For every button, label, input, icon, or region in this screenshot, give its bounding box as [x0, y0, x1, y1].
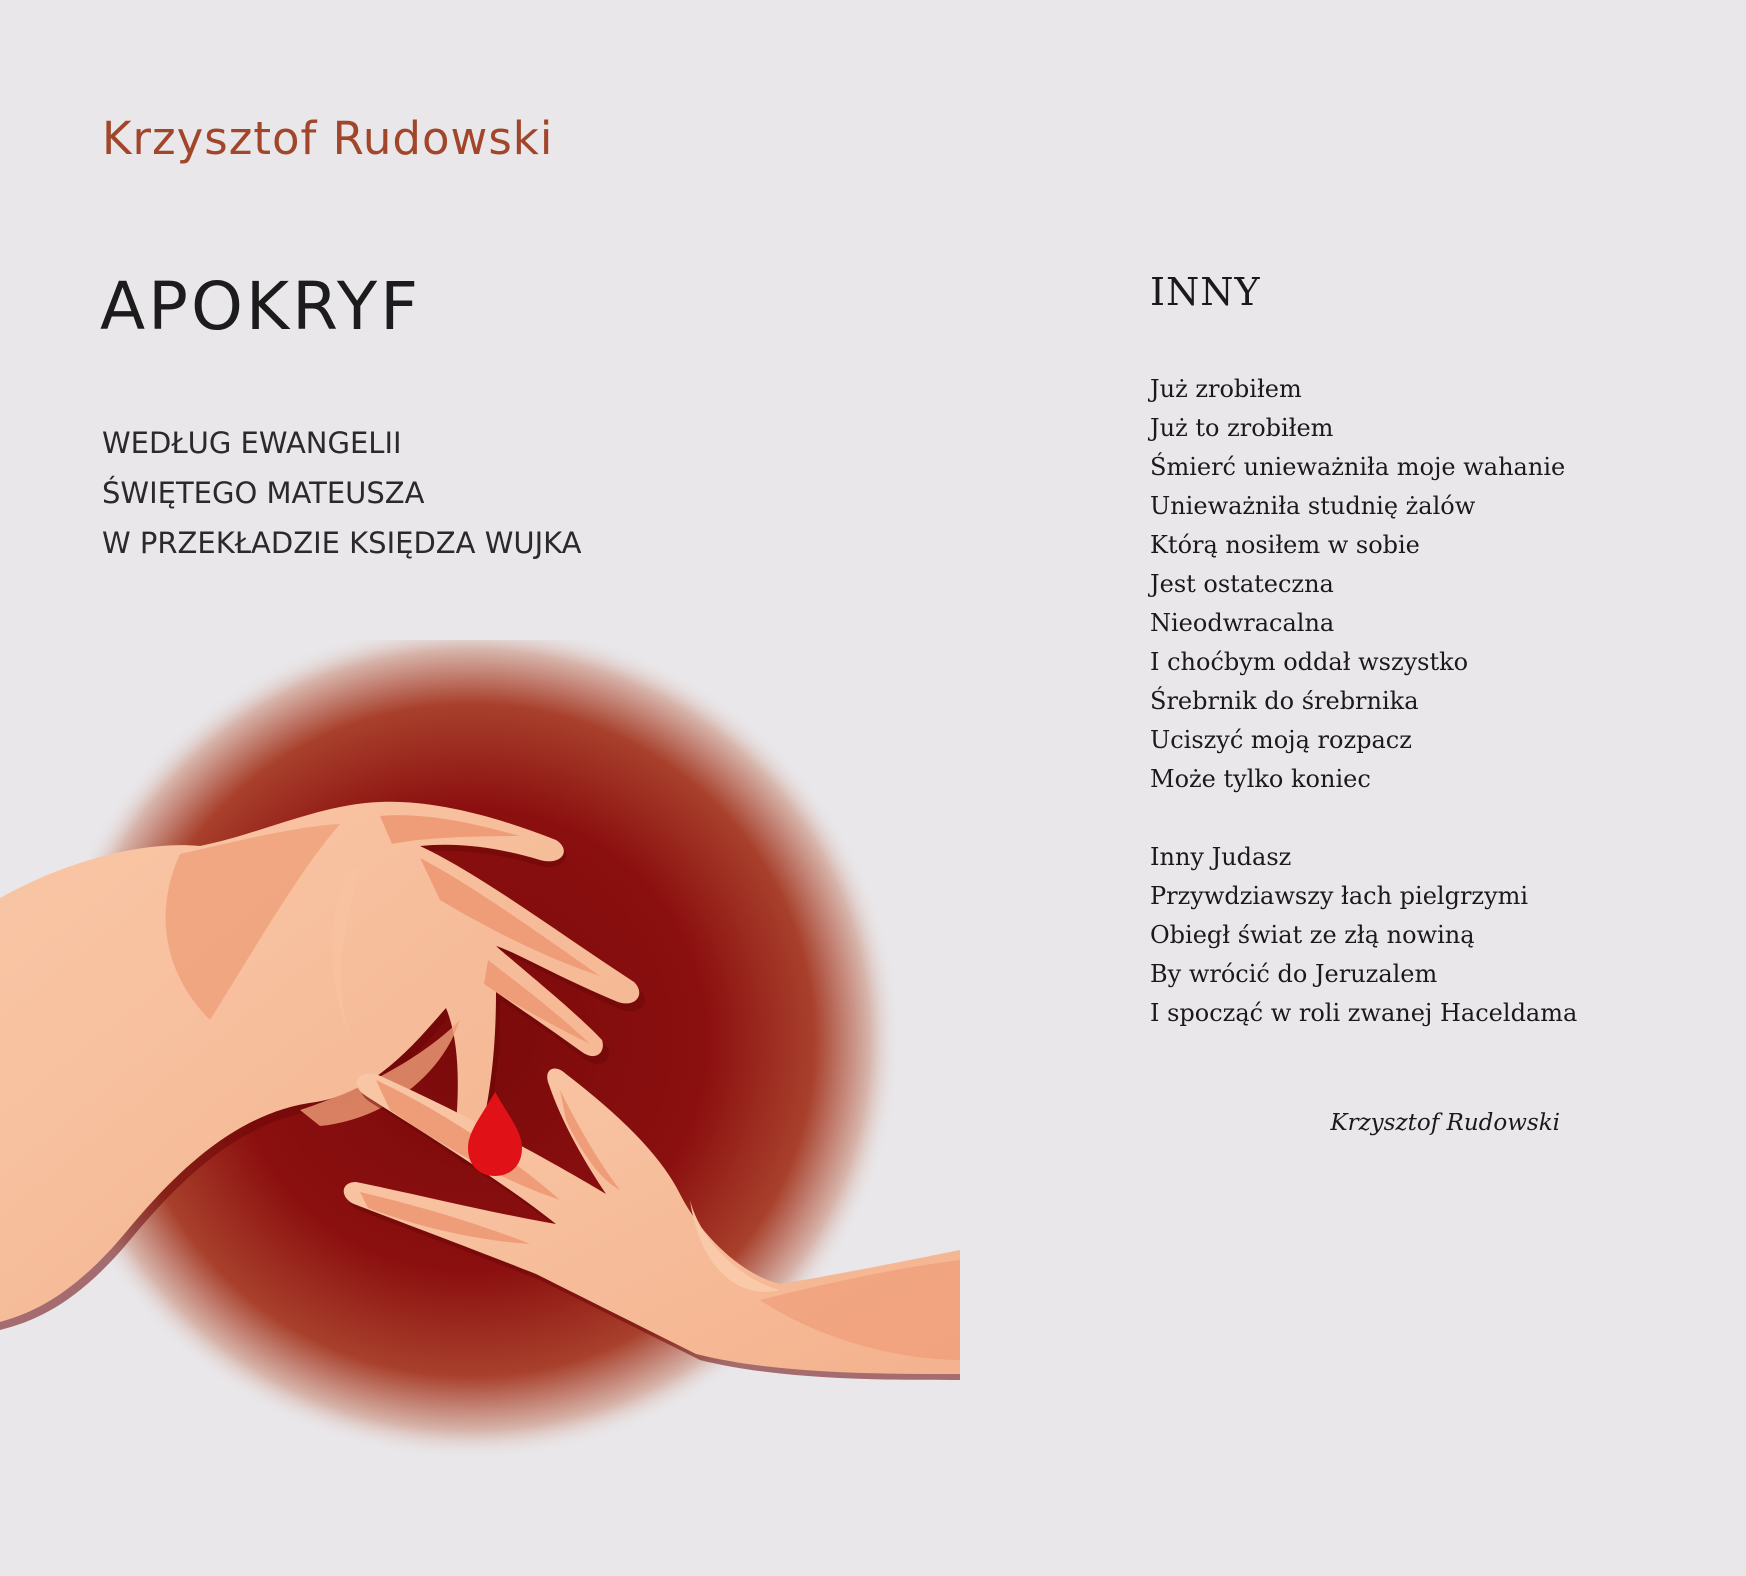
poem-signature: Krzysztof Rudowski [1330, 1110, 1560, 1136]
poem-line: Już to zrobiłem [1150, 414, 1334, 442]
cover-author: Krzysztof Rudowski [102, 112, 554, 165]
poem-line: I choćbym oddał wszystko [1150, 648, 1469, 676]
poem-line: Nieodwracalna [1150, 609, 1335, 637]
poem-stanza-1 [1150, 370, 1710, 799]
poem-line: Unieważniła studnię żalów [1150, 492, 1476, 520]
poem-line: By wrócić do Jeruzalem [1150, 960, 1438, 988]
subtitle-line: ŚWIĘTEGO MATEUSZA [102, 476, 425, 510]
hands-illustration [0, 640, 960, 1576]
poem-stanza-2 [1150, 838, 1710, 1033]
poem-line: Śmierć unieważniła moje wahanie [1150, 453, 1566, 481]
poem-title: INNY [1150, 270, 1261, 314]
poem-line: Obiegł świat ze złą nowiną [1150, 921, 1475, 949]
cover-subtitle [102, 418, 582, 568]
poem-line: Którą nosiłem w sobie [1150, 531, 1420, 559]
poem [1150, 270, 1710, 1033]
poem-line: Inny Judasz [1150, 843, 1292, 871]
subtitle-line: WEDŁUG EWANGELII [102, 426, 402, 460]
poem-line: I spocząć w roli zwanej Haceldama [1150, 999, 1578, 1027]
poem-line: Już zrobiłem [1150, 375, 1302, 403]
book-title: APOKRYF [100, 268, 422, 345]
poem-line: Jest ostateczna [1150, 570, 1334, 598]
poem-line: Uciszyć moją rozpacz [1150, 726, 1412, 754]
poem-line: Śrebrnik do śrebrnika [1150, 687, 1419, 715]
poem-line: Może tylko koniec [1150, 765, 1371, 793]
poem-line: Przywdziawszy łach pielgrzymi [1150, 882, 1529, 910]
subtitle-line: W PRZEKŁADZIE KSIĘDZA WUJKA [102, 526, 582, 560]
